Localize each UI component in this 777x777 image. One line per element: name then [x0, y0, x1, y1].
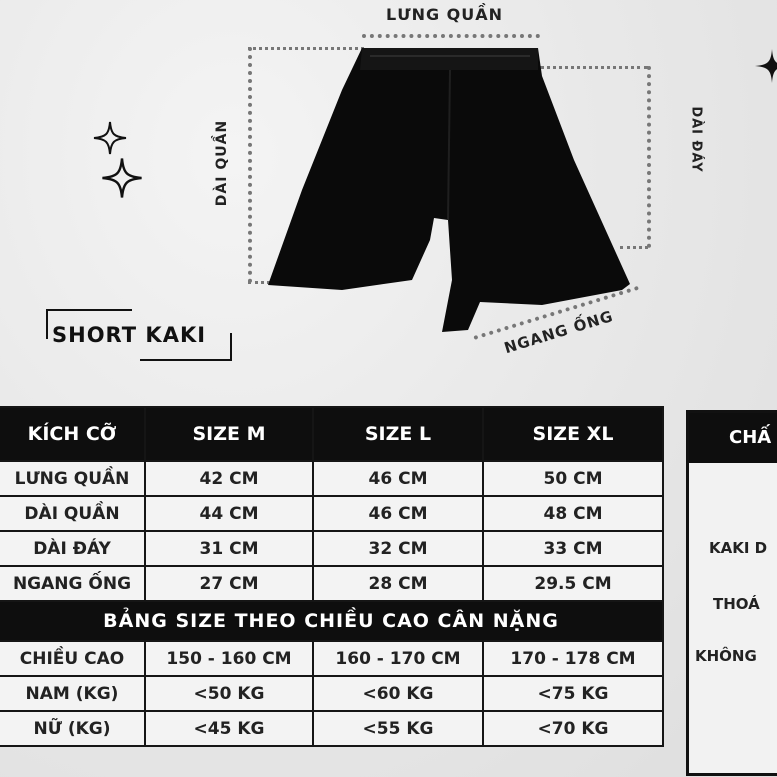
table-cell: 28 CM: [313, 566, 483, 601]
table-cell: 48 CM: [483, 496, 663, 531]
table-band-row: [0, 601, 663, 641]
material-line: THOÁ: [713, 595, 760, 613]
sparkle-icon: [754, 48, 777, 87]
table-row: [0, 531, 663, 566]
product-title-box: [46, 305, 232, 361]
table-cell: 33 CM: [483, 531, 663, 566]
leg-opening-label: NGANG ỐNG: [502, 306, 616, 358]
row-label: LƯNG QUẦN: [0, 461, 145, 496]
band-title: BẢNG SIZE THEO CHIỀU CAO CÂN NẶNG: [0, 601, 663, 641]
table-row: [0, 496, 663, 531]
table-cell: <55 KG: [313, 711, 483, 746]
table-row: [0, 711, 663, 746]
table-cell: 170 - 178 CM: [483, 641, 663, 676]
table-cell: <45 KG: [145, 711, 313, 746]
length-guide-left: [248, 47, 252, 283]
table-row: [0, 641, 663, 676]
table-cell: 160 - 170 CM: [313, 641, 483, 676]
size-table: [0, 406, 664, 747]
waist-label: LƯNG QUẦN: [386, 5, 504, 24]
table-cell: 50 CM: [483, 461, 663, 496]
table-cell: 46 CM: [313, 461, 483, 496]
rise-guide-right: [647, 66, 651, 248]
table-row: [0, 566, 663, 601]
row-label: DÀI QUẦN: [0, 496, 145, 531]
shorts-image: [262, 40, 632, 340]
material-line: KHÔNG: [695, 647, 757, 665]
table-cell: <60 KG: [313, 676, 483, 711]
row-label: NGANG ỐNG: [0, 566, 145, 601]
table-cell: 32 CM: [313, 531, 483, 566]
material-line: KAKI D: [709, 539, 768, 557]
table-cell: <50 KG: [145, 676, 313, 711]
table-cell: 44 CM: [145, 496, 313, 531]
table-header-cell: SIZE L: [313, 407, 483, 461]
table-cell: <70 KG: [483, 711, 663, 746]
table-cell: 31 CM: [145, 531, 313, 566]
table-header-cell: KÍCH CỠ: [0, 407, 145, 461]
table-row: [0, 676, 663, 711]
table-cell: <75 KG: [483, 676, 663, 711]
waist-guide: [362, 34, 540, 38]
table-cell: 46 CM: [313, 496, 483, 531]
table-header-cell: SIZE XL: [483, 407, 663, 461]
table-cell: 29.5 CM: [483, 566, 663, 601]
row-label: CHIỀU CAO: [0, 641, 145, 676]
product-title: SHORT KAKI: [52, 323, 207, 347]
material-panel: [686, 410, 777, 776]
rise-label: DÀI ĐÁY: [688, 106, 704, 173]
row-label: NỮ (KG): [0, 711, 145, 746]
length-label: DÀI QUẦN: [214, 119, 230, 207]
sparkle-icon: [92, 120, 128, 159]
table-cell: 42 CM: [145, 461, 313, 496]
material-panel-header: CHẤ: [689, 413, 777, 463]
table-header-cell: SIZE M: [145, 407, 313, 461]
sparkle-icon: [100, 156, 144, 203]
row-label: DÀI ĐÁY: [0, 531, 145, 566]
table-row: [0, 461, 663, 496]
table-cell: 150 - 160 CM: [145, 641, 313, 676]
row-label: NAM (KG): [0, 676, 145, 711]
table-cell: 27 CM: [145, 566, 313, 601]
table-header-row: [0, 407, 663, 461]
